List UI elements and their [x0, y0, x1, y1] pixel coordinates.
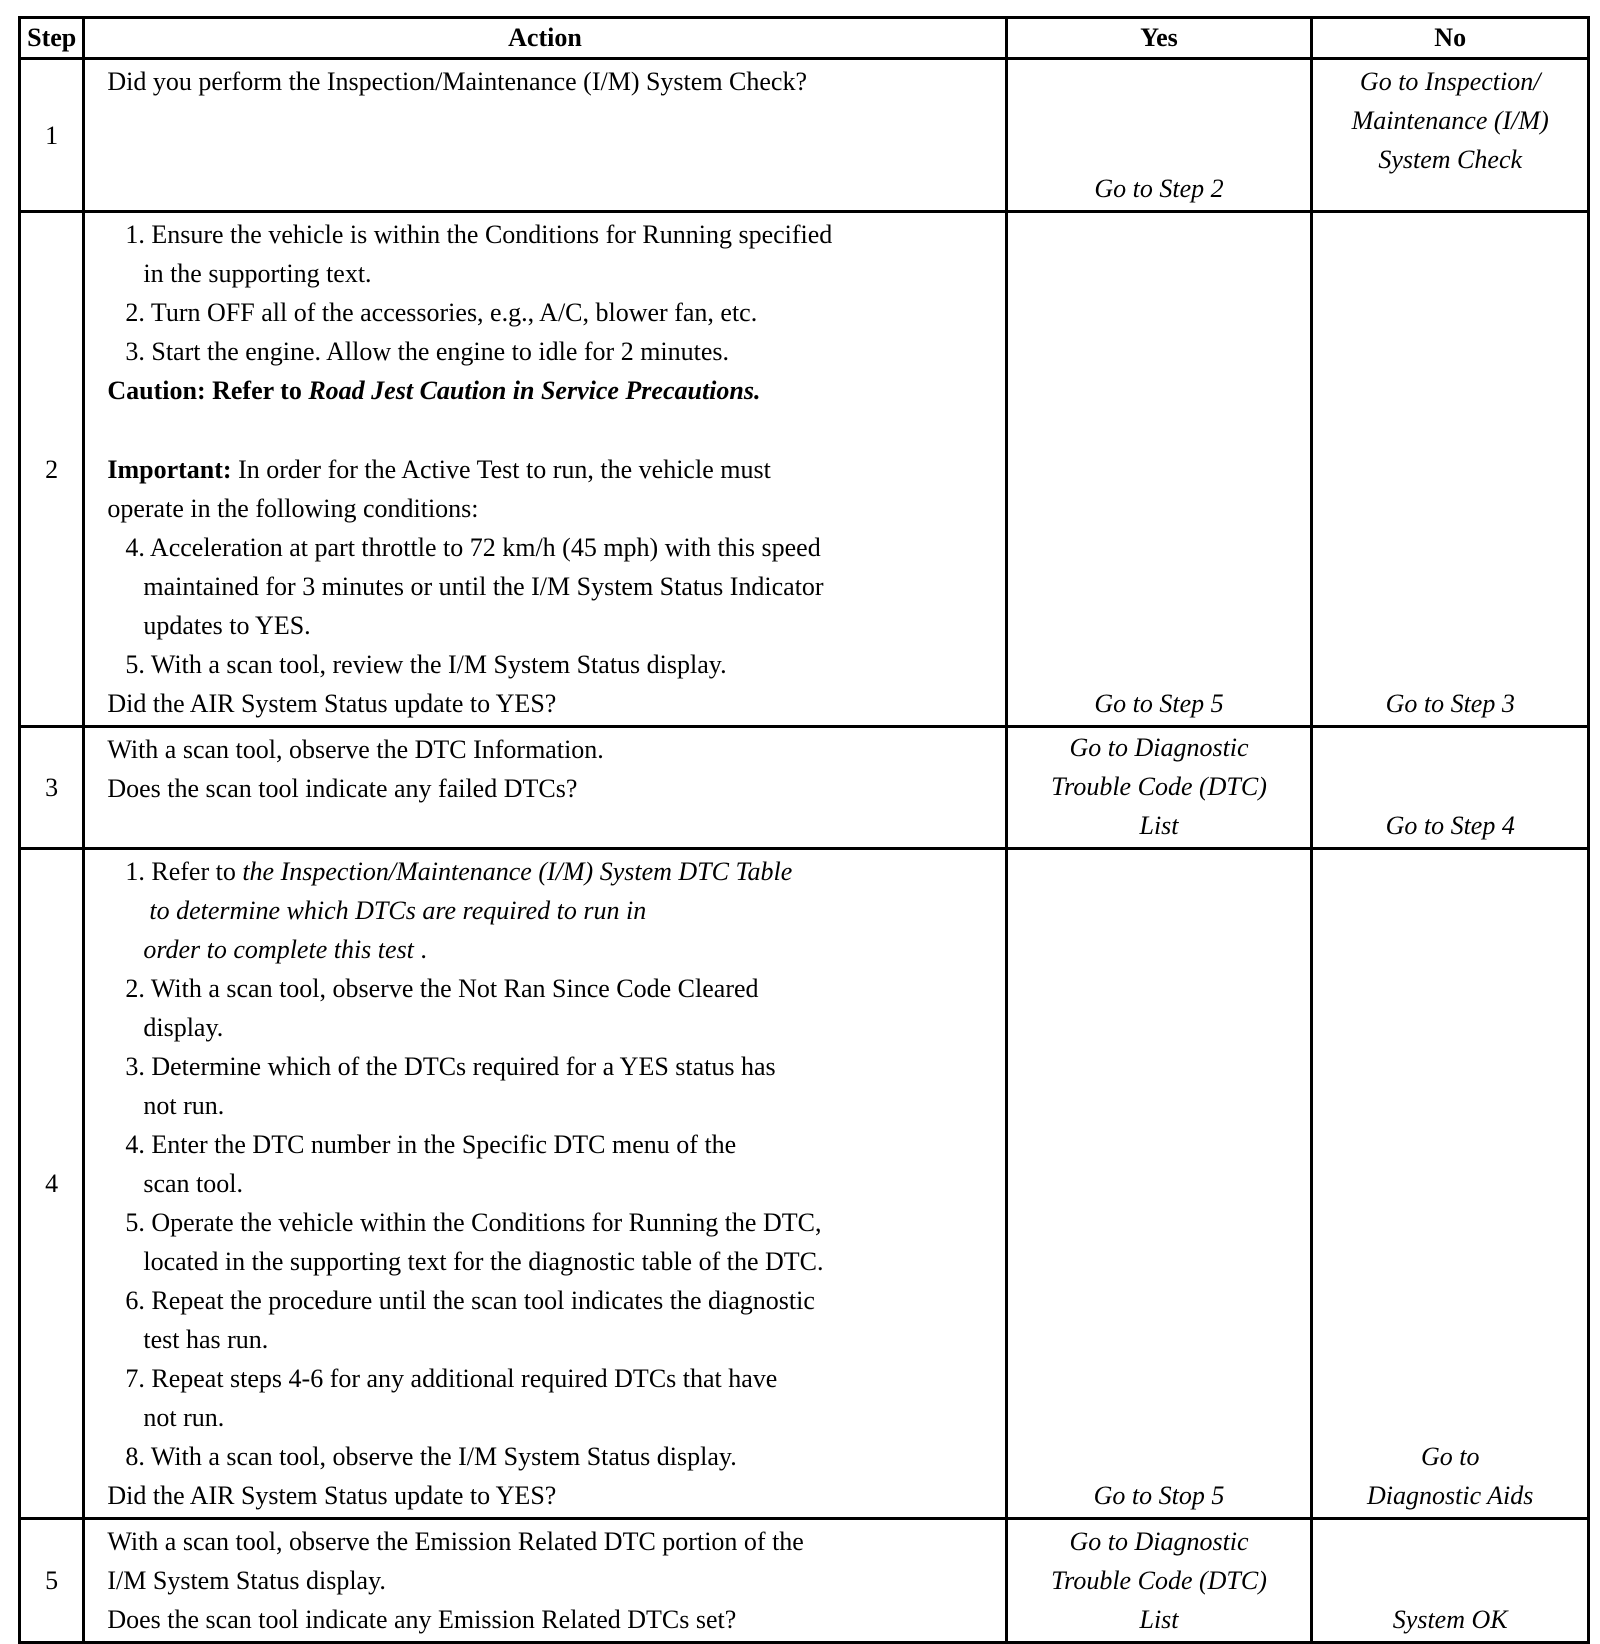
important-text: In order for the Active Test to run, the vehicle must	[231, 455, 771, 484]
action-cell	[84, 1519, 1006, 1643]
yes-cell	[1006, 849, 1312, 1519]
refer-prefix: 1. Refer to	[125, 857, 243, 886]
diagnostic-table-container	[18, 16, 1590, 1644]
action-line: 5. Operate the vehicle within the Conditions for Running the DTC,	[125, 1208, 822, 1237]
no-link[interactable]: Diagnostic Aids	[1367, 1481, 1534, 1510]
action-line: not run.	[143, 1091, 225, 1120]
action-line: 6. Repeat the procedure until the scan tool indicates the diagnostic	[125, 1286, 815, 1315]
header-step: Step	[20, 18, 84, 59]
action-cell	[84, 59, 1006, 212]
yes-link[interactable]: Go to Step 2	[1094, 174, 1224, 203]
action-line: located in the supporting text for the diagnostic table of the DTC.	[143, 1247, 824, 1276]
yes-link[interactable]: Trouble Code (DTC)	[1051, 1566, 1267, 1595]
action-line: 7. Repeat steps 4-6 for any additional required DTCs that have	[125, 1364, 778, 1393]
action-question: Did the AIR System Status update to YES?	[107, 1481, 557, 1510]
action-line: 5. With a scan tool, review the I/M System Status display.	[125, 650, 727, 679]
action-line	[107, 930, 1000, 969]
yes-link[interactable]: Go to Diagnostic	[1069, 733, 1249, 762]
no-link[interactable]: Maintenance (I/M)	[1351, 106, 1549, 135]
no-link[interactable]: Go to Inspection/	[1359, 67, 1541, 96]
action-line: display.	[143, 1013, 224, 1042]
dtc-table-reference[interactable]: the Inspection/Maintenance (I/M) System DTC Table	[242, 857, 793, 886]
action-line: 8. With a scan tool, observe the I/M System Status display.	[125, 1442, 737, 1471]
action-line: in the supporting text.	[143, 259, 372, 288]
action-line: With a scan tool, observe the Emission Related DTC portion of the	[107, 1527, 804, 1556]
caution-label: Caution: Refer to	[107, 376, 309, 405]
header-yes: Yes	[1006, 18, 1312, 59]
step-number: 2	[20, 212, 84, 727]
caution-note	[107, 371, 1000, 410]
header-row	[20, 18, 1589, 59]
dtc-table-reference[interactable]: to determine which DTCs are required to run in	[149, 896, 647, 925]
no-link[interactable]: Go to Step 4	[1385, 811, 1515, 840]
step-number: 4	[20, 849, 84, 1519]
action-line: scan tool.	[143, 1169, 244, 1198]
action-line: maintained for 3 minutes or until the I/M System Status Indicator	[143, 572, 824, 601]
action-cell	[84, 849, 1006, 1519]
yes-link[interactable]: Go to Stop 5	[1093, 1481, 1225, 1510]
action-line: 4. Enter the DTC number in the Specific DTC menu of the	[125, 1130, 737, 1159]
no-cell	[1312, 212, 1589, 727]
no-cell	[1312, 1519, 1589, 1643]
no-link[interactable]: Go to Step 3	[1385, 689, 1515, 718]
action-line: With a scan tool, observe the DTC Information.	[107, 735, 604, 764]
action-line: test has run.	[143, 1325, 269, 1354]
yes-cell	[1006, 212, 1312, 727]
action-line	[107, 852, 1000, 891]
action-question: Did the AIR System Status update to YES?	[107, 689, 557, 718]
action-question: Does the scan tool indicate any Emission Related DTCs set?	[107, 1605, 737, 1634]
yes-link[interactable]: List	[1139, 1605, 1179, 1634]
step-number: 1	[20, 59, 84, 212]
header-no: No	[1312, 18, 1589, 59]
action-line: updates to YES.	[143, 611, 311, 640]
action-line: 3. Start the engine. Allow the engine to idle for 2 minutes.	[125, 337, 730, 366]
header-action: Action	[84, 18, 1006, 59]
dtc-table-reference[interactable]: order to complete this test	[143, 935, 414, 964]
no-link[interactable]: Go to	[1420, 1442, 1480, 1471]
step-number: 5	[20, 1519, 84, 1643]
table-row-step-3	[20, 727, 1589, 849]
step-number: 3	[20, 727, 84, 849]
table-row-step-2	[20, 212, 1589, 727]
important-label: Important:	[107, 455, 232, 484]
yes-link[interactable]: Trouble Code (DTC)	[1051, 772, 1267, 801]
action-line: 1. Ensure the vehicle is within the Conditions for Running specified	[125, 220, 833, 249]
table-row-step-5	[20, 1519, 1589, 1643]
no-link[interactable]: System Check	[1378, 145, 1523, 174]
action-cell	[84, 727, 1006, 849]
caution-reference[interactable]: Road Jest Caution in Service Precautions.	[308, 376, 761, 405]
action-line: operate in the following conditions:	[107, 494, 479, 523]
no-cell	[1312, 727, 1589, 849]
important-note	[107, 450, 1000, 489]
yes-link[interactable]: Go to Step 5	[1094, 689, 1224, 718]
yes-cell	[1006, 727, 1312, 849]
yes-link[interactable]: List	[1139, 811, 1179, 840]
action-cell	[84, 212, 1006, 727]
action-line: 2. With a scan tool, observe the Not Ran Since Code Cleared	[125, 974, 759, 1003]
action-line: Did you perform the Inspection/Maintenance (I/M) System Check?	[107, 67, 807, 96]
yes-cell	[1006, 1519, 1312, 1643]
action-line: 4. Acceleration at part throttle to 72 km/h (45 mph) with this speed	[125, 533, 821, 562]
action-line: I/M System Status display.	[107, 1566, 386, 1595]
yes-link[interactable]: Go to Diagnostic	[1069, 1527, 1249, 1556]
diagnostic-table	[18, 16, 1590, 1644]
yes-cell	[1006, 59, 1312, 212]
action-line: 3. Determine which of the DTCs required for a YES status has	[125, 1052, 776, 1081]
no-link[interactable]: System OK	[1392, 1605, 1508, 1634]
no-cell	[1312, 59, 1589, 212]
table-row-step-4	[20, 849, 1589, 1519]
refer-suffix: .	[413, 935, 427, 964]
action-line: not run.	[143, 1403, 225, 1432]
table-row-step-1	[20, 59, 1589, 212]
action-line: 2. Turn OFF all of the accessories, e.g., A/C, blower fan, etc.	[125, 298, 758, 327]
action-question: Does the scan tool indicate any failed DTCs?	[107, 774, 578, 803]
no-cell	[1312, 849, 1589, 1519]
